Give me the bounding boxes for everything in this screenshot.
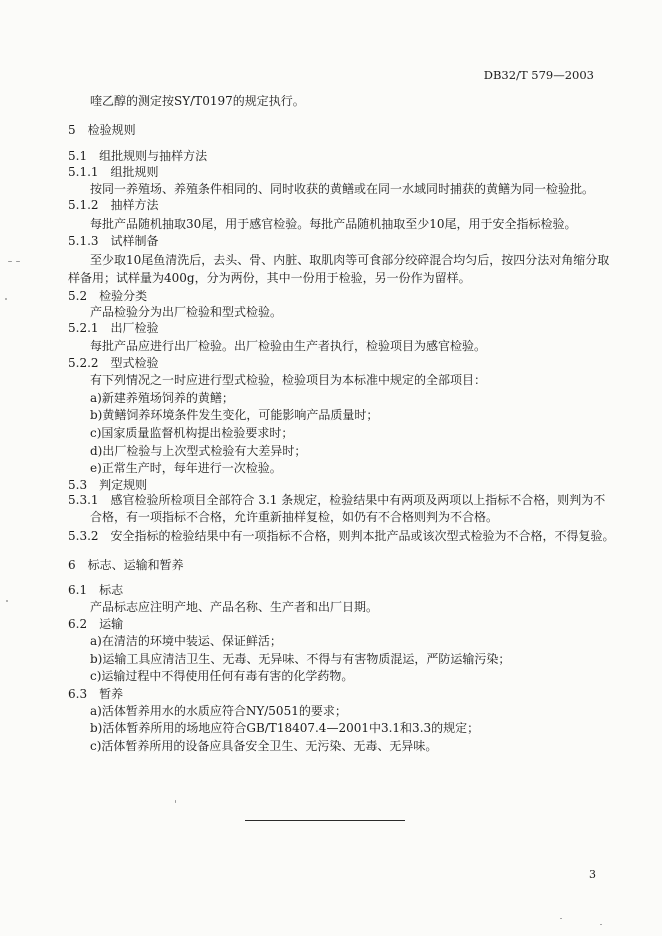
scan-speck [6,600,8,602]
list-item: a)在清洁的环境中装运、保证鲜活； [90,634,282,648]
clause-5-2-1-heading [68,320,159,336]
clause-number: 6.1 [68,583,88,597]
clause-title: 试样制备 [110,234,159,248]
standard-code-header: DB32/T 579—2003 [483,68,594,82]
clause-5-1-2-text: 每批产品随机抽取30尾，用于感官检验。每批产品随机抽取至少10尾，用于安全指标检验。 [90,217,577,231]
clause-title: 标志 [99,583,124,597]
clause-title: 组批规则与抽样方法 [99,149,208,163]
clause-6-3-heading [68,686,123,702]
clause-number: 5.1.1 [68,165,99,179]
clause-5-1-heading [68,148,207,164]
clause-5-3-2 [68,528,615,544]
clause-number: 5.2 [68,289,88,303]
clause-number: 5.3.1 [68,493,99,507]
clause-6-1-text: 产品标志应注明产地、产品名称、生产者和出厂日期。 [90,600,379,614]
clause-number: 5.1 [68,149,88,163]
clause-5-3-1 [68,492,605,508]
clause-5-1-3-heading [68,233,159,249]
clause-5-2-2-heading [68,355,159,371]
section-6-heading [68,557,184,573]
clause-title: 出厂检验 [110,321,159,335]
clause-title: 组批规则 [110,165,159,179]
list-item: b)运输工具应清洁卫生、无毒、无异味、不得与有害物质混运，严防运输污染； [90,652,511,666]
scan-speck [175,800,176,803]
clause-5-2-heading [68,288,147,304]
clause-title: 运输 [99,617,124,631]
section-number: 6 [68,558,76,572]
section-title: 标志、运输和暂养 [87,558,184,572]
clause-5-1-1-text: 按同一养殖场、养殖条件相同的、同时收获的黄鳝或在同一水域同时捕获的黄鳝为同一检验批。 [90,182,595,196]
clause-number: 6.3 [68,687,88,701]
list-item: b)黄鳝饲养环境条件发生变化，可能影响产品质量时； [90,408,379,422]
clause-6-2-heading [68,616,123,632]
page-number: 3 [589,868,596,881]
section-5-heading [68,122,136,138]
clause-number: 6.2 [68,617,88,631]
list-item: a)新建养殖场饲养的黄鳝； [90,391,234,405]
list-item: e)正常生产时，每年进行一次检验。 [90,461,282,475]
clause-number: 5.3.2 [68,529,99,543]
clause-title: 判定规则 [99,478,148,492]
list-item: c)活体暂养所用的设备应具备安全卫生、无污染、无毒、无异味。 [90,739,438,753]
clause-5-1-3-text-line1: 至少取10尾鱼清洗后，去头、骨、内脏、取肌肉等可食部分绞碎混合均匀后，按四分法对角缩分取 [90,253,610,267]
clause-5-2-2-text: 有下列情况之一时应进行型式检验，检验项目为本标准中规定的全部项目： [90,373,487,387]
clause-5-2-1-text: 每批产品应进行出厂检验。出厂检验由生产者执行，检验项目为感官检验。 [90,339,487,353]
intro-line: 喹乙醇的测定按SY/T0197的规定执行。 [90,94,305,108]
clause-5-3-1-text-line2: 合格，有一项指标不合格，允许重新抽样复检，如仍有不合格则判为不合格。 [90,510,499,524]
section-title: 检验规则 [87,123,136,137]
clause-5-3-heading [68,477,147,493]
list-item: c)运输过程中不得使用任何有毒有害的化学药物。 [90,669,354,683]
clause-6-1-heading [68,582,123,598]
clause-5-1-1-heading [68,164,159,180]
clause-title: 检验分类 [99,289,148,303]
list-item: a)活体暂养用水的水质应符合NY/5051的要求； [90,704,347,718]
clause-title: 型式检验 [110,356,159,370]
scan-speck [560,918,562,919]
clause-text: 感官检验所检项目全部符合 3.1 条规定，检验结果中有两项及两项以上指标不合格，则判为不 [110,493,606,507]
list-item: d)出厂检验与上次型式检验有大差异时； [90,444,307,458]
section-number: 5 [68,123,76,137]
clause-5-2-text: 产品检验分为出厂检验和型式检验。 [90,305,283,319]
scan-speck [8,261,12,262]
scan-speck [5,298,7,300]
scan-speck [16,261,20,262]
scan-speck [600,924,602,925]
clause-number: 5.1.2 [68,198,99,212]
clause-text: 安全指标的检验结果中有一项指标不合格，则判本批产品或该次型式检验为不合格，不得复验。 [110,529,615,543]
clause-title: 抽样方法 [110,198,159,212]
clause-number: 5.2.2 [68,356,99,370]
clause-5-1-2-heading [68,197,159,213]
list-item: c)国家质量监督机构提出检验要求时； [90,426,294,440]
clause-5-1-3-text-line2: 样备用；试样量为400g，分为两份，其中一份用于检验，另一份作为留样。 [68,271,471,285]
clause-number: 5.3 [68,478,88,492]
clause-title: 暂养 [99,687,124,701]
end-rule [245,820,405,821]
clause-number: 5.1.3 [68,234,99,248]
list-item: b)活体暂养所用的场地应符合GB/T18407.4—2001中3.1和3.3的规定； [90,721,480,735]
clause-number: 5.2.1 [68,321,99,335]
